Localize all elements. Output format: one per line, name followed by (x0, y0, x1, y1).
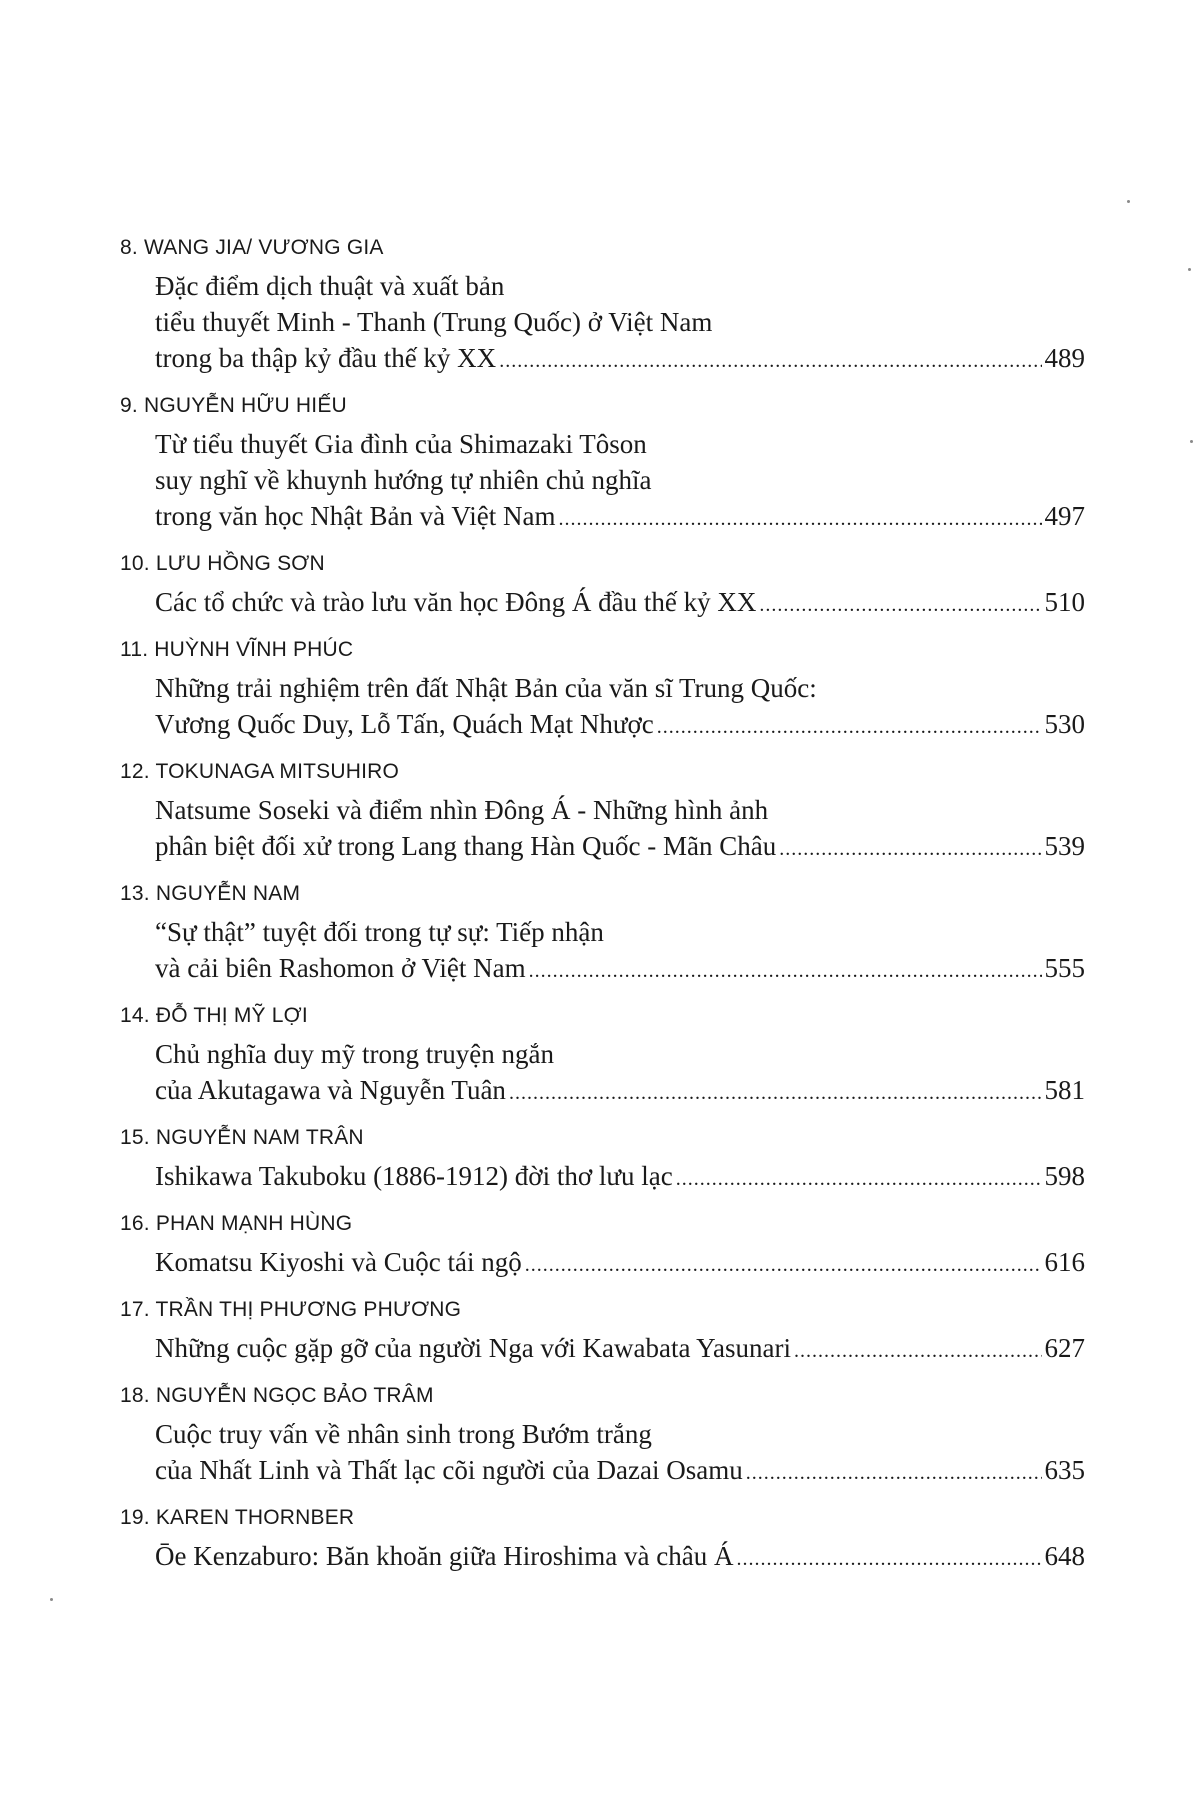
toc-title-line: “Sự thật” tuyệt đối trong tự sự: Tiếp nhận (155, 917, 604, 947)
toc-author: 10. LƯU HỒNG SƠN (120, 552, 325, 575)
toc-entry (120, 1376, 1085, 1488)
toc-page-number: 530 (1044, 709, 1085, 739)
toc-author: 17. TRẦN THỊ PHƯƠNG PHƯƠNG (120, 1298, 462, 1321)
toc-article-title (155, 914, 1085, 986)
dot-leader (657, 709, 1042, 745)
dot-leader (779, 831, 1041, 867)
toc-author: 8. WANG JIA/ VƯƠNG GIA (120, 236, 384, 259)
toc-entry (120, 874, 1085, 986)
toc-title-line-text: trong văn học Nhật Bản và Việt Nam (155, 501, 556, 531)
toc-title-line-text: Ōe Kenzaburo: Băn khoăn giữa Hiroshima và châu Á (155, 1541, 734, 1571)
toc-title-line-text: Vương Quốc Duy, Lỗ Tấn, Quách Mạt Nhược (155, 709, 654, 739)
scan-speck (1190, 440, 1193, 443)
toc-entry (120, 544, 1085, 620)
toc-title-line-text: Komatsu Kiyoshi và Cuộc tái ngộ (155, 1247, 522, 1277)
dot-leader (794, 1333, 1042, 1369)
dot-leader (759, 587, 1041, 623)
toc-title-line: suy nghĩ về khuynh hướng tự nhiên chủ nghĩa (155, 465, 652, 495)
dot-leader (676, 1161, 1042, 1197)
toc-entry (120, 752, 1085, 864)
dot-leader (736, 1541, 1041, 1577)
toc-title-line (155, 1330, 1085, 1366)
toc-title-line: Từ tiểu thuyết Gia đình của Shimazaki Tôson (155, 429, 647, 459)
toc-author: 18. NGUYỄN NGỌC BẢO TRÂM (120, 1384, 434, 1407)
toc-entry (120, 630, 1085, 742)
scan-speck (50, 1598, 53, 1601)
toc-title-line-text: Những cuộc gặp gỡ của người Nga với Kawabata Yasunari (155, 1333, 791, 1363)
toc-article-title (155, 1036, 1085, 1108)
toc-title-line-text: của Nhất Linh và Thất lạc cõi người của Dazai Osamu (155, 1455, 743, 1485)
toc-author: 19. KAREN THORNBER (120, 1506, 355, 1529)
toc-article-title (155, 1158, 1085, 1194)
toc-title-line: Natsume Soseki và điểm nhìn Đông Á - Những hình ảnh (155, 795, 769, 825)
toc-title-line-text: trong ba thập kỷ đầu thế kỷ XX (155, 343, 497, 373)
toc-entry (120, 1118, 1085, 1194)
scan-speck (1188, 268, 1191, 271)
table-of-contents (120, 228, 1085, 1584)
toc-author: 15. NGUYỄN NAM TRÂN (120, 1126, 364, 1149)
toc-title-line-text: Các tổ chức và trào lưu văn học Đông Á đầu thế kỷ XX (155, 587, 757, 617)
toc-article-title (155, 1244, 1085, 1280)
toc-title-line-text: phân biệt đối xử trong Lang thang Hàn Quốc - Mãn Châu (155, 831, 777, 861)
toc-page-number: 555 (1044, 953, 1085, 983)
toc-author: 11. HUỲNH VĨNH PHÚC (120, 638, 354, 661)
dot-leader (746, 1455, 1042, 1491)
toc-page-number: 497 (1044, 501, 1085, 531)
toc-entry (120, 1204, 1085, 1280)
toc-article-title (155, 1538, 1085, 1574)
toc-page-number: 539 (1044, 831, 1085, 861)
dot-leader (525, 1247, 1042, 1283)
toc-entry (120, 1498, 1085, 1574)
toc-author: 9. NGUYỄN HỮU HIẾU (120, 394, 347, 417)
toc-title-line (155, 828, 1085, 864)
toc-entry (120, 228, 1085, 376)
toc-entry (120, 996, 1085, 1108)
toc-title-line (155, 950, 1085, 986)
toc-article-title (155, 670, 1085, 742)
toc-article-title (155, 268, 1085, 376)
toc-title-line: tiểu thuyết Minh - Thanh (Trung Quốc) ở Việt Nam (155, 307, 713, 337)
toc-title-line (155, 584, 1085, 620)
toc-author: 12. TOKUNAGA MITSUHIRO (120, 760, 400, 783)
toc-title-line (155, 340, 1085, 376)
dot-leader (529, 953, 1042, 989)
toc-title-line (155, 498, 1085, 534)
toc-article-title (155, 1330, 1085, 1366)
toc-article-title (155, 426, 1085, 534)
toc-title-line: Cuộc truy vấn về nhân sinh trong Bướm trắng (155, 1419, 652, 1449)
toc-author: 16. PHAN MẠNH HÙNG (120, 1212, 353, 1235)
scan-speck (1127, 200, 1130, 203)
toc-title-line: Chủ nghĩa duy mỹ trong truyện ngắn (155, 1039, 554, 1069)
toc-article-title (155, 792, 1085, 864)
toc-title-line-text: của Akutagawa và Nguyễn Tuân (155, 1075, 506, 1105)
toc-author: 13. NGUYỄN NAM (120, 882, 301, 905)
toc-page-number: 598 (1044, 1161, 1085, 1191)
toc-title-line (155, 1158, 1085, 1194)
toc-article-title (155, 1416, 1085, 1488)
toc-entry (120, 1290, 1085, 1366)
toc-page-number: 510 (1044, 587, 1085, 617)
toc-title-line-text: và cải biên Rashomon ở Việt Nam (155, 953, 526, 983)
toc-title-line: Những trải nghiệm trên đất Nhật Bản của văn sĩ Trung Quốc: (155, 673, 817, 703)
toc-title-line-text: Ishikawa Takuboku (1886-1912) đời thơ lưu lạc (155, 1161, 673, 1191)
toc-title-line (155, 1538, 1085, 1574)
toc-title-line (155, 706, 1085, 742)
toc-title-line (155, 1072, 1085, 1108)
toc-page-number: 627 (1044, 1333, 1085, 1363)
dot-leader (499, 343, 1041, 379)
toc-page-number: 616 (1044, 1247, 1085, 1277)
toc-page-number: 648 (1044, 1541, 1085, 1571)
toc-author: 14. ĐỖ THỊ MỸ LỢI (120, 1004, 308, 1027)
toc-entry (120, 386, 1085, 534)
toc-title-line (155, 1244, 1085, 1280)
toc-page-number: 489 (1044, 343, 1085, 373)
toc-page-number: 581 (1044, 1075, 1085, 1105)
toc-page-number: 635 (1044, 1455, 1085, 1485)
toc-title-line (155, 1452, 1085, 1488)
dot-leader (509, 1075, 1042, 1111)
dot-leader (559, 501, 1042, 537)
toc-title-line: Đặc điểm dịch thuật và xuất bản (155, 271, 505, 301)
toc-article-title (155, 584, 1085, 620)
